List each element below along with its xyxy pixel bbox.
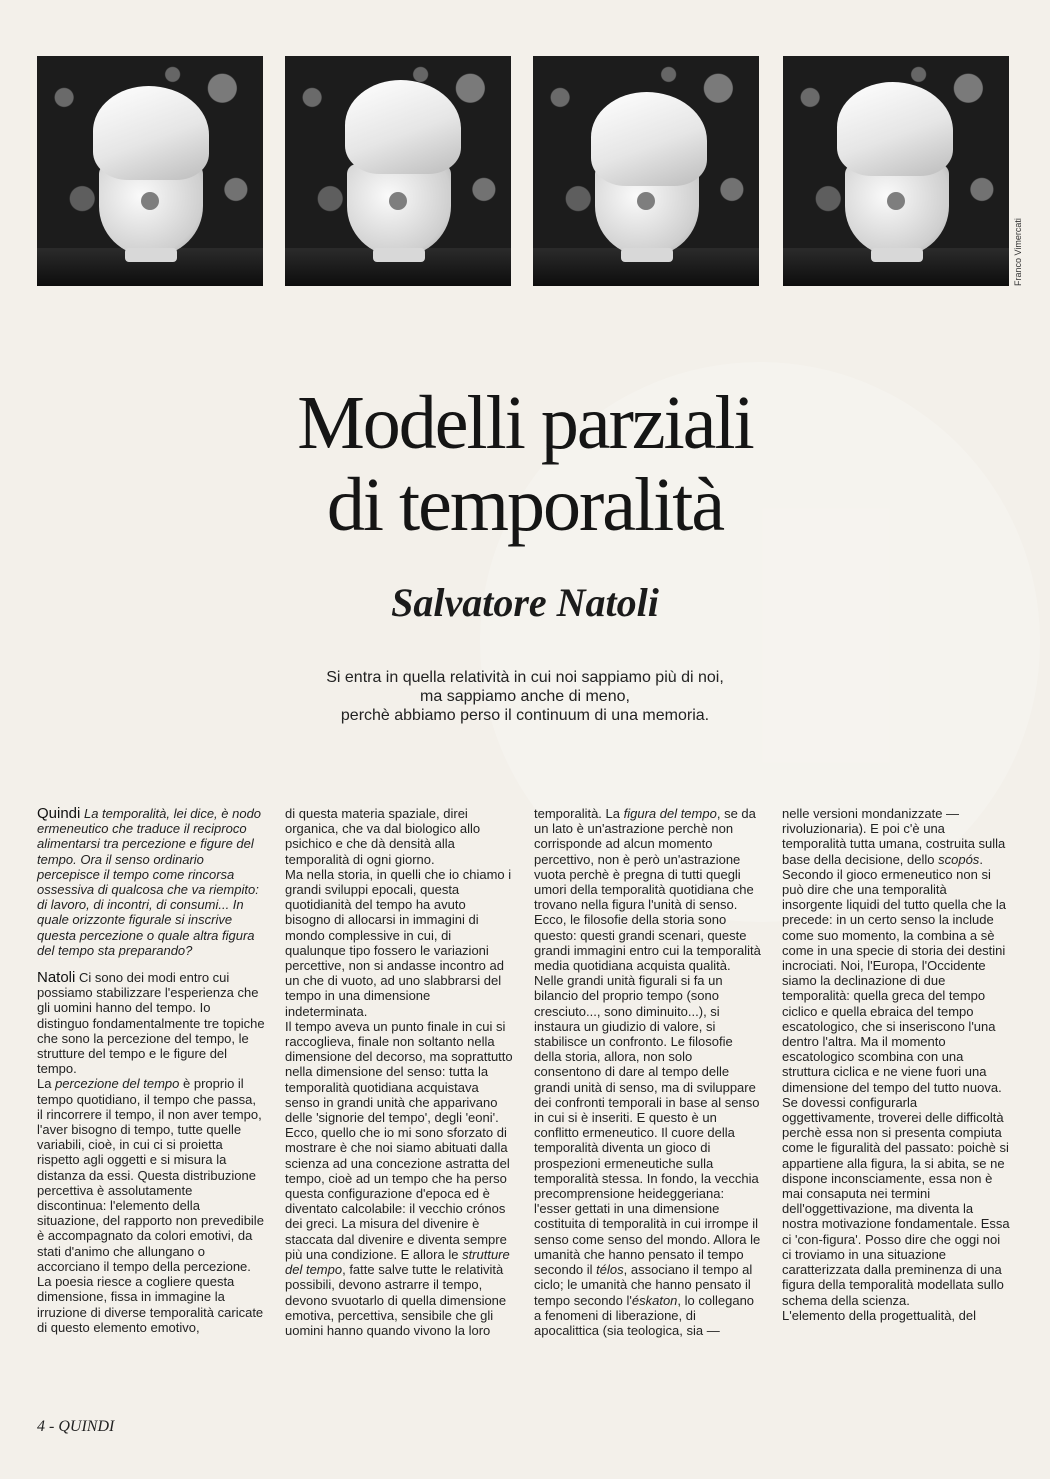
text-run: , se da un lato è un'astrazione perchè non corrisponde ad alcun momento percettivo, non è però un'astrazione vuota perchè è pregna di tutti quegli umori della temporalità quotidiana che trovano nella figura l'unità di senso.	[534, 806, 756, 913]
text-run: temporalità. La	[534, 806, 624, 821]
emphasis: télos	[596, 1262, 624, 1278]
emphasis: scopós	[938, 851, 980, 867]
photo-bowl-foot	[373, 248, 425, 262]
photo-paper	[345, 80, 461, 174]
text-run: La	[37, 1076, 56, 1092]
photo-2	[285, 56, 511, 286]
text-run: Il tempo aveva un punto finale in cui si raccoglieva, finale non soltanto nella dimensione del decorso, ma soprattutto nella dimensione del senso: tutta la temporalità quotidiana acquistava senso in grandi unità che apparivano delle 'signorie del tempo', degli 'eoni'. Ecco, quello che io mi sono sforzato di mostrare è che noi siamo abituati dalla scienza ad una concezione astratta del tempo, cioè ad un tempo che ha perso questa configurazione d'epoca ed è diventato calcolabile: il vecchio crónos dei greci. La misura del divenire è staccata dal divenire e diventa sempre più una condizione. E allora le	[285, 1018, 513, 1262]
photo-knob	[141, 192, 159, 210]
emphasis: figura del tempo	[623, 806, 717, 821]
text-run: Ecco, le filosofie della storia sono questo: questi grandi scenari, queste grandi immagini entro cui la temporalità media quotidiana acquista qualità. Nelle grandi unità figurali si fa un bilancio del proprio tempo (sono cresciuto..., sono diminuito...), si instaura un giudizio di valore, si stabilisce un confronto. Le filosofie della storia, allora, non solo consentono di dare al tempo delle grandi unità di senso, ma di sviluppare dei confronti temporali in base al senso in cui si è inseriti. E questo è un conflitto ermeneutico. Il cuore della temporalità diventa un gioco di prospezioni ermeneutiche sulla temporalità stessa. In fondo, la vecchia precomprensione heideggeriana: l'esser gettati in una dimensione costituita di temporalità in cui irrompe il senso come senso del mondo. Allora le umanità che hanno pensato il tempo secondo il	[534, 912, 761, 1278]
photo-knob	[637, 192, 655, 210]
photo-knob	[887, 192, 905, 210]
text-run: è proprio il tempo quotidiano, il tempo che passa, il rincorrere il tempo, il non aver tempo, l'aver bisogno di tempo, tutte quelle variabili, cioè, in cui ci si proietta rispetto agli oggetti e si misura la distanza da essi. Questa distribuzione percettiva è assolutamente discontinua: l'elemento della situazione, del rapporto non prevedibile è accompagnato da colori emotivi, da stati d'animo che allungano o accorciano il tempo della percezione. La poesia riesce a cogliere questa dimensione, fissa in immagine la irruzione di diverse temporalità caricate di questo elemento emotivo,	[37, 1076, 264, 1335]
body-paragraph	[534, 912, 762, 1338]
text-run: , associano il tempo al ciclo; le umanità che hanno pensato il tempo secondo l'	[534, 1262, 753, 1308]
article-title	[0, 382, 1050, 546]
answer-text: Ci sono dei modi entro cui possiamo stabilizzare l'esperienza che gli uomini hanno del tempo. Io distinguo fondamentalmente tre topiche che sono la percezione del tempo, le strutture del tempo e le figure del tempo.	[37, 970, 265, 1077]
photo-1	[37, 56, 263, 286]
photo-credit: Franco Vimercati	[1013, 218, 1023, 286]
photo-strip	[37, 56, 1009, 286]
photo-knob	[389, 192, 407, 210]
photo-3	[533, 56, 759, 286]
column-1	[37, 806, 265, 1335]
photo-bowl	[845, 164, 949, 256]
title-line-2: di temporalità	[326, 463, 724, 547]
emphasis: percezione del tempo	[55, 1076, 180, 1092]
answer-paragraph	[37, 970, 265, 1076]
body-paragraph	[285, 1019, 513, 1338]
body-paragraph: di questa materia spaziale, direi organica, che va dal biologico allo psichico e che dà densità alla temporalità di ogni giorno.	[285, 806, 481, 867]
photo-bowl-foot	[125, 248, 177, 262]
photo-paper	[591, 92, 707, 186]
photo-bowl	[347, 164, 451, 256]
body-paragraph: L'elemento della progettualità, del	[782, 1307, 977, 1323]
text-run: , lo collegano a fenomeni di liberazione, di apocalittica (sia teologica, sia —	[534, 1292, 755, 1338]
text-run: nelle versioni mondanizzate — rivoluzionaria). E poi c'è una temporalità tutta umana, costruita sulla base della decisione, dello	[782, 806, 1006, 867]
lead-line: Si entra in quella relatività in cui noi sappiamo più di noi,	[326, 669, 724, 686]
title-line-1: Modelli parziali	[297, 381, 753, 465]
lead-paragraph	[0, 668, 1050, 725]
lead-line: perchè abbiamo perso il continuum di una memoria.	[340, 707, 710, 724]
emphasis: strutture del tempo	[285, 1246, 510, 1278]
page-footer: 4 - QUINDI	[37, 1418, 115, 1435]
photo-4	[783, 56, 1009, 286]
body-paragraph: Secondo il gioco ermeneutico non si può dire che una temporalità insorgente liquidi del tutto quella che la precede: in un certo senso la include come suo momento, la combina a sè come in una specie di storia dei destini incrociati. Noi, l'Europa, l'Occidente siamo la declinazione di due temporalità: quella greca del tempo ciclico e quella ebraica del tempo escatologico, che si inseriscono l'una dentro l'altra. Ma il momento escatologico scombina con una struttura ciclica e ne viene fuori una dimensione del tempo del tutto nuova. Se dovessi configurarla oggettivamente, troverei delle difficoltà perchè essa non si presenta compiuta come le figuralità del passato: poichè si appartiene alla figura, la si abita, se ne dispone inconsciamente, essa non è mai consaputa nei termini dell'oggettivazione, ma diventa la nostra motivazione fondamentale. Essa ci 'con-figura'. Posso dire che oggi noi ci troviamo in una situazione caratterizzata dalla preminenza di una figura della temporalità modellata sullo schema della scienza.	[782, 866, 1010, 1308]
question-text: La temporalità, lei dice, è nodo ermeneutico che traduce il reciproco alimentarsi tra percezione e figure del tempo. Ora il senso ordinario percepisce il tempo come rincorsa ossessiva di qualcosa che va riempito: di lavoro, di incontri, di consumi... In quale orizzonte figurale si inscrive questa percezione o quale altra figura del tempo sta preparando?	[37, 806, 262, 958]
speaker-quindi: Quindi	[37, 805, 81, 822]
lead-line: ma sappiamo anche di meno,	[420, 688, 630, 705]
photo-bowl-foot	[621, 248, 673, 262]
column-3	[534, 806, 762, 1338]
text-run: , fatte salve tutte le relatività possibili, devono astrarre il tempo, devono svuotarlo di quella dimensione emotiva, percettiva, sensibile che gli uomini hanno quando vivono la loro	[285, 1262, 507, 1338]
photo-paper	[93, 86, 209, 180]
column-2	[285, 806, 513, 1338]
speaker-natoli: Natoli	[37, 969, 76, 987]
body-paragraph	[37, 1076, 265, 1334]
body-paragraph: Ma nella storia, in quelli che io chiamo i grandi sviluppi epocali, questa quotidianità del tempo ha avuto bisogno di allocarsi in immagini di mondo complessive in cui, di qualunque tipo fossero le variazioni percettive, non si andasse incontro ad un che di vuoto, ad uno slabbrarsi del tempo in una dimensione indeterminata.	[285, 866, 512, 1019]
body-paragraph	[534, 806, 762, 912]
question-paragraph	[37, 806, 265, 958]
body-paragraph	[782, 806, 1010, 867]
emphasis: éskaton	[631, 1292, 678, 1308]
article-author: Salvatore Natoli	[391, 580, 659, 625]
text-run: .	[979, 851, 983, 867]
column-4	[782, 806, 1010, 1323]
photo-paper	[837, 82, 953, 176]
photo-bowl-foot	[871, 248, 923, 262]
